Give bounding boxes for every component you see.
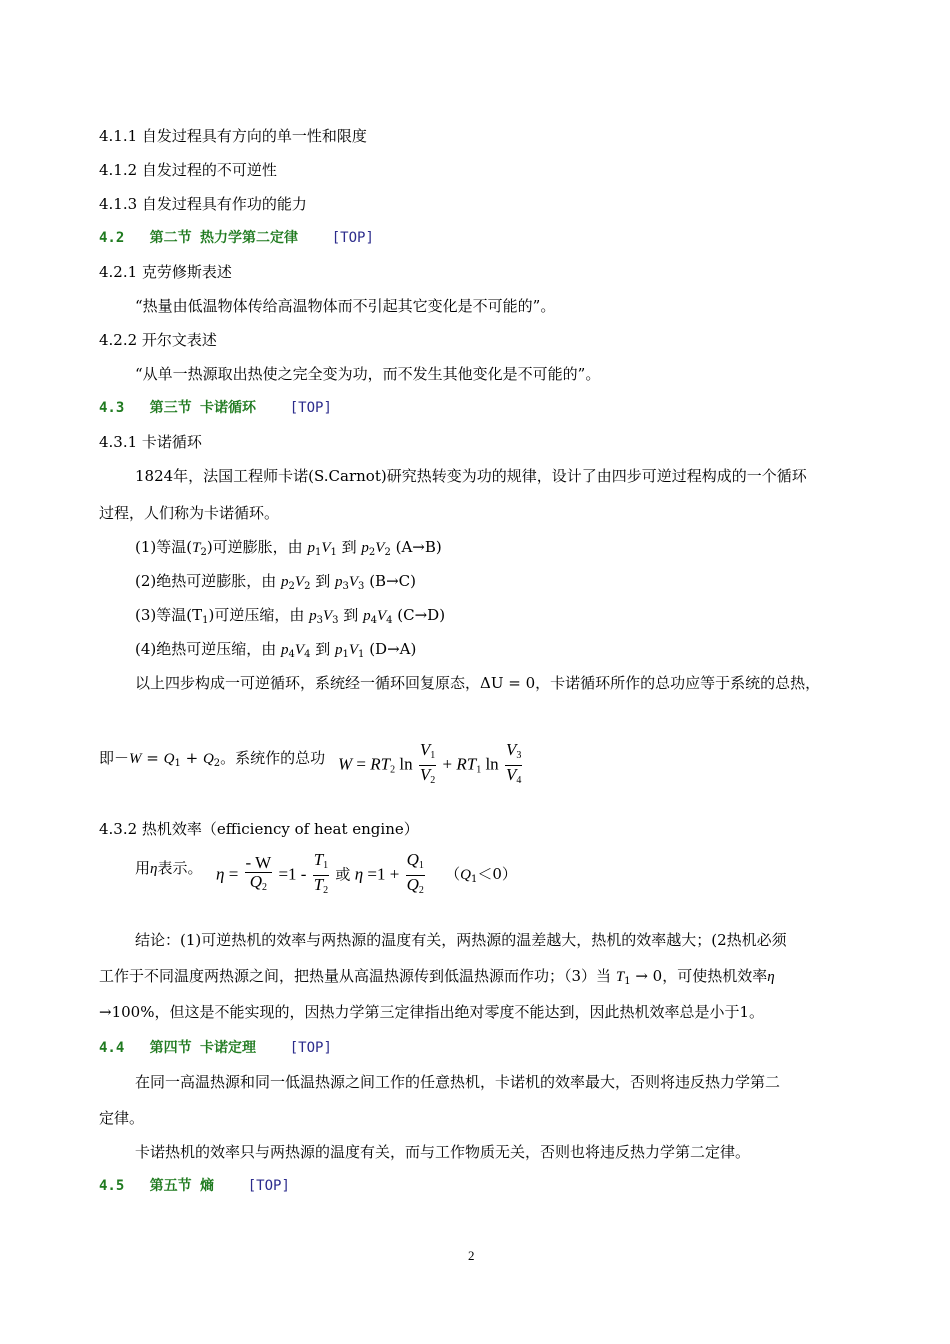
paragraph-carnot-2: 过程，人们称为卡诺循环。 [99, 504, 280, 522]
top-link[interactable]: [TOP] [289, 1040, 332, 1056]
subsection-4-2-2: 4.2.2 开尔文表述 [99, 331, 217, 349]
paragraph-carnot-1: 1824年，法国工程师卡诺(S.Carnot)研究热转变为功的规律，设计了由四步可逆过程构成的一个循环 [135, 467, 807, 485]
section-title: 第三节 卡诺循环 [149, 400, 257, 416]
section-number: 4.2 [99, 230, 125, 246]
fraction-negw-q2: $\frac{- W}{Q_2}$ [245, 853, 272, 893]
fraction-v1-v2: $\frac{V_1}{V_2}$ [419, 740, 436, 786]
section-number: 4.5 [99, 1178, 125, 1194]
top-link[interactable]: [TOP] [331, 230, 374, 246]
efficiency-label: 用η表示。 [135, 859, 203, 877]
page-number: 2 [468, 1248, 475, 1263]
subsection-4-2-1: 4.2.1 克劳修斯表述 [99, 263, 232, 281]
fraction-v3-v4: $\frac{V_3}{V_4}$ [505, 740, 522, 786]
conclusion-line-2: 工作于不同温度两热源之间，把热量从高温热源传到低温热源而作功；（3）当 $T_1 \to 0$，可使热机效率η [99, 967, 775, 987]
carnot-theorem-3: 卡诺热机的效率只与两热源的温度有关，而与工作物质无关，否则也将违反热力学第二定律。 [135, 1143, 751, 1161]
fraction-q1-q2: $\frac{Q_1}{Q_2}$ [406, 850, 424, 896]
section-title: 第二节 热力学第二定律 [149, 230, 299, 246]
cycle-step-4: (4)绝热可逆压缩，由 $p_4V_4$ 到 $p_1V_1$ (D→A) [135, 640, 417, 660]
section-number: 4.3 [99, 400, 125, 416]
work-statement: 即$-W = Q_1 + Q_2$。系统作的总功 [99, 749, 326, 769]
section-heading-4-2 [99, 228, 374, 248]
section-heading-4-4 [99, 1038, 332, 1058]
conclusion-line-1: 结论：(1)可逆热机的效率与两热源的温度有关，两热源的温差越大，热机的效率越大；(2热机必须 [135, 931, 787, 949]
top-link[interactable]: [TOP] [247, 1178, 290, 1194]
total-work-formula: $W = RT_2$ ln $\frac{V_1}{V_2}$ + $RT_1$ ln $\frac{V_3}{V_4}$ [338, 741, 524, 790]
subsection-4-1-3: 4.1.3 自发过程具有作功的能力 [99, 195, 307, 213]
section-heading-4-3 [99, 398, 332, 418]
cycle-step-3: (3)等温$(T_1)$可逆压缩，由 $p_3V_3$ 到 $p_4V_4$ (C→D) [135, 606, 446, 626]
subsection-4-1-2: 4.1.2 自发过程的不可逆性 [99, 161, 277, 179]
section-number: 4.4 [99, 1040, 125, 1056]
fraction-t1-t2: $\frac{T_1}{T_2}$ [313, 850, 329, 896]
section-title: 第四节 卡诺定理 [149, 1040, 257, 1056]
efficiency-formula: η = $\frac{- W}{Q_2}$ =1 - $\frac{T_1}{T_2}$ 或 η =1 + $\frac{Q_1}{Q_2}$ $(Q_1<0)$ [216, 851, 517, 900]
subsection-4-1-1: 4.1.1 自发过程具有方向的单一性和限度 [99, 127, 367, 145]
cycle-step-2: (2)绝热可逆膨胀，由 $p_2V_2$ 到 $p_3V_3$ (B→C) [135, 572, 416, 592]
conclusion-line-3: →100%，但这是不能实现的，因热力学第三定律指出绝对零度不能达到，因此热机效率总是小于1。 [99, 1003, 764, 1021]
subsection-4-3-2: 4.3.2 热机效率（efficiency of heat engine） [99, 820, 419, 838]
paragraph-cycle-summary: 以上四步构成一可逆循环，系统经一循环回复原态，ΔU = 0，卡诺循环所作的总功应等于系统的总热， [135, 674, 821, 692]
section-heading-4-5 [99, 1176, 290, 1196]
section-title: 第五节 熵 [149, 1178, 215, 1194]
carnot-theorem-1: 在同一高温热源和同一低温热源之间工作的任意热机，卡诺机的效率最大，否则将违反热力学第二 [135, 1073, 781, 1091]
carnot-theorem-2: 定律。 [99, 1109, 145, 1127]
kelvin-statement: “从单一热源取出热使之完全变为功，而不发生其他变化是不可能的”。 [135, 365, 601, 383]
cycle-step-1: (1)等温$(T_2)$可逆膨胀，由 $p_1V_1$ 到 $p_2V_2$ (A→B) [135, 538, 442, 558]
clausius-statement: “热量由低温物体传给高温物体而不引起其它变化是不可能的”。 [135, 297, 556, 315]
subsection-4-3-1: 4.3.1 卡诺循环 [99, 433, 202, 451]
top-link[interactable]: [TOP] [289, 400, 332, 416]
